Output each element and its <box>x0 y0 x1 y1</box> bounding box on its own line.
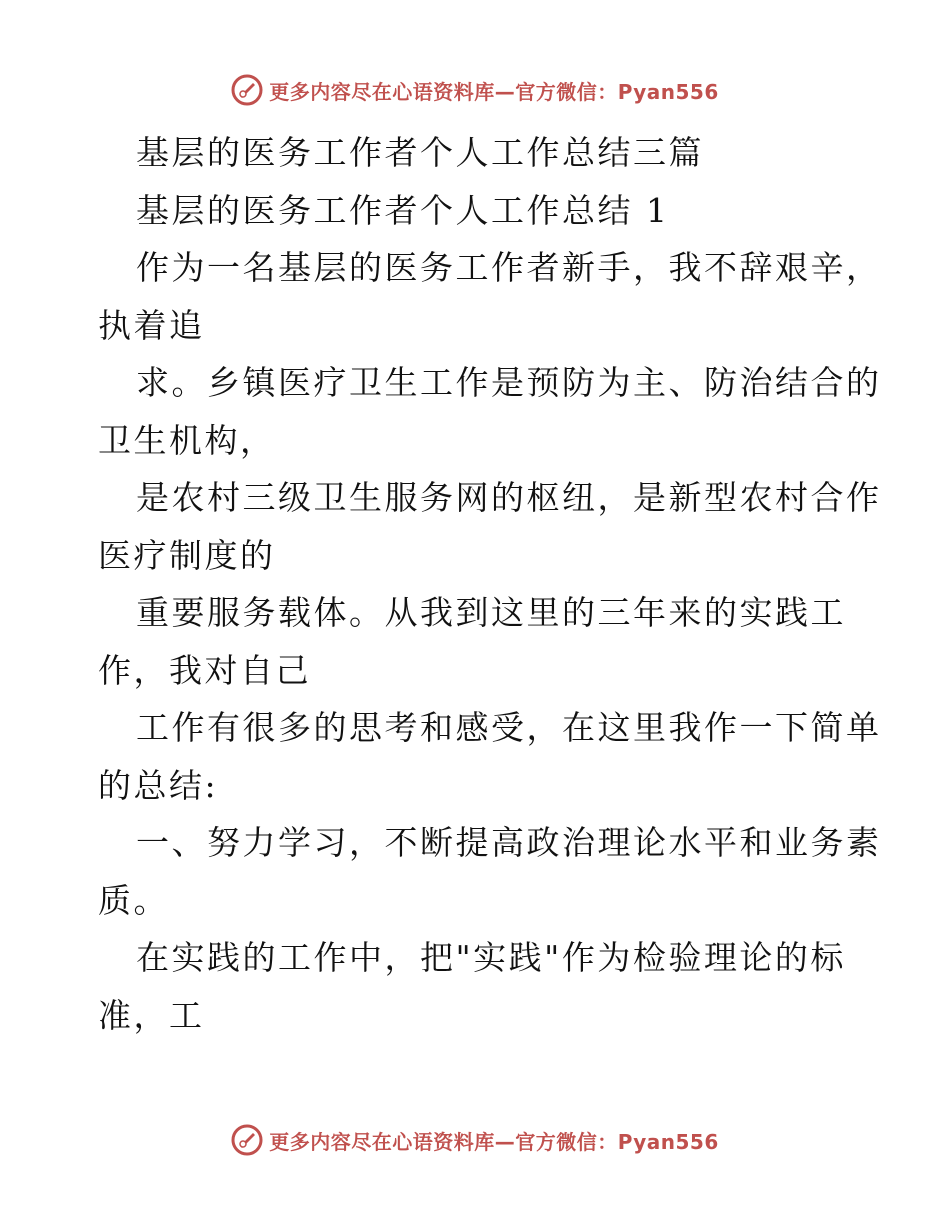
paragraph-line: 准，工 <box>98 995 205 1035</box>
document-title: 基层的医务工作者个人工作总结三篇 <box>136 133 704 172</box>
footer-watermark <box>0 1122 950 1158</box>
paragraph-line: 重要服务载体。从我到这里的三年来的实践工 <box>136 593 846 632</box>
paragraph-line: 卫生机构， <box>98 420 276 460</box>
document-body <box>98 124 882 1044</box>
section-heading: 基层的医务工作者个人工作总结 1 <box>136 190 670 230</box>
paragraph-line: 作为一名基层的医务工作者新手，我不辞艰辛， <box>136 248 882 287</box>
paragraph-line: 工作有很多的思考和感受，在这里我作一下简单 <box>136 708 882 747</box>
paragraph-line: 质。 <box>98 880 169 920</box>
red-quill-logo-icon <box>231 1124 263 1156</box>
paragraph-line: 是农村三级卫生服务网的枢纽，是新型农村合作 <box>136 478 882 517</box>
paragraph-line: 作，我对自己 <box>98 650 311 690</box>
watermark-text: 更多内容尽在心语资料库—官方微信：Pyan556 <box>269 1129 719 1154</box>
paragraph-line: 执着追 <box>98 305 205 345</box>
paragraph-line: 在实践的工作中，把"实践"作为检验理论的标 <box>136 938 846 977</box>
paragraph-line: 医疗制度的 <box>98 535 276 575</box>
subsection-heading: 一、努力学习，不断提高政治理论水平和业务素 <box>136 823 882 862</box>
red-quill-logo-icon <box>231 74 263 106</box>
paragraph-line: 求。乡镇医疗卫生工作是预防为主、防治结合的 <box>136 363 882 402</box>
header-watermark <box>0 72 950 108</box>
paragraph-line: 的总结: <box>98 765 219 805</box>
watermark-text: 更多内容尽在心语资料库—官方微信：Pyan556 <box>269 79 719 104</box>
